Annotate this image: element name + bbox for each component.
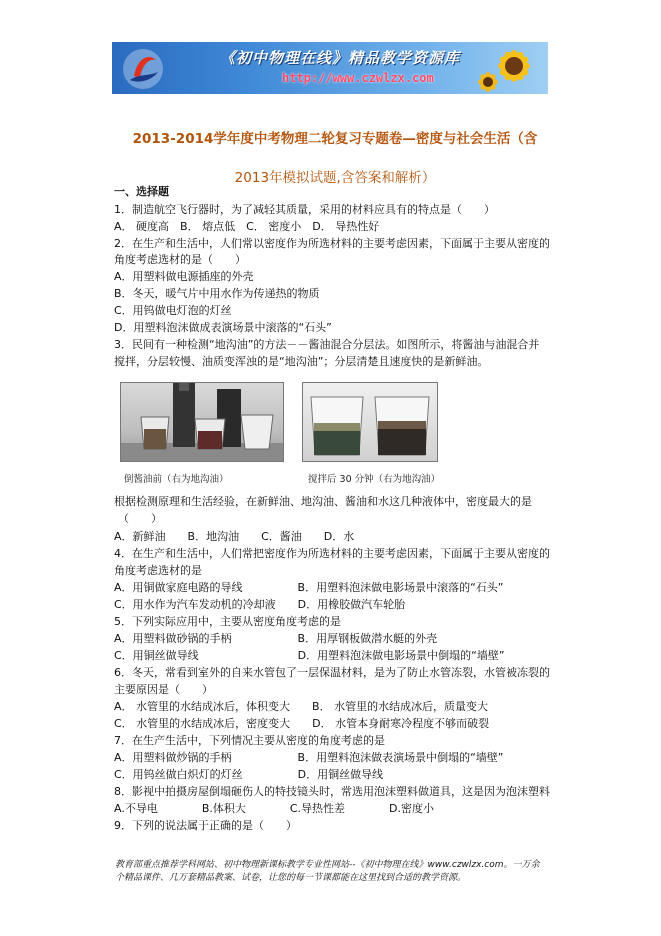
- document-title-line1: 2013-2014学年度中考物理二轮复习专题卷—密度与社会生活（含: [132, 131, 538, 147]
- footer-line1: 教育部重点推荐学科网站、初中物理新课标教学专业性网站--《初中物理在线》www.czwlzx.com。一万余: [115, 860, 540, 870]
- question-line-q5c: C．用铜丝做导线 D．用塑料泡沫做电影场景中倒塌的“墙壁”: [114, 649, 505, 662]
- photo-after-stirring: [302, 382, 438, 462]
- question-line-q7: 7．在生产生活中，下列情况主要从密度的角度考虑的是: [114, 734, 385, 747]
- question-line-q3d: （ ）: [118, 512, 162, 525]
- question-line-q4a: A．用铜做家庭电路的导线 B．用塑料泡沫做电影场景中滚落的“石头”: [114, 581, 504, 594]
- section-heading: 一、选择题: [114, 185, 169, 198]
- question-line-q8: 8．影视中拍摄房屋倒塌砸伤人的特技镜头时，常选用泡沫塑料做道具，这是因为泡沫塑料: [114, 785, 550, 798]
- question-line-q6a: A． 水管里的水结成冰后，体积变大 B． 水管里的水结成冰后，质量变大: [114, 700, 489, 713]
- question-line-q2a: A．用塑料做电源插座的外壳: [114, 270, 254, 283]
- glasses-layers-illustration: [303, 383, 437, 461]
- question-line-q5: 5．下列实际应用中，主要从密度角度考虑的是: [114, 615, 341, 628]
- question-line-q4: 4．在生产和生活中，人们常把密度作为所选材料的主要考虑因素，下面属于主要从密度的: [114, 547, 550, 560]
- bottles-glasses-illustration: [121, 383, 283, 461]
- logo-icon: [120, 46, 166, 92]
- question-line-q1o: A． 硬度高 B． 熔点低 C． 密度小 D． 导热性好: [114, 220, 380, 233]
- question-line-q2: 2．在生产和生活中，人们常以密度作为所选材料的主要考虑因素，下面属于主要从密度的: [114, 237, 550, 250]
- question-line-q2c: C．用钨做电灯泡的灯丝: [114, 304, 232, 317]
- question-line-q1: 1．制造航空飞行器时，为了减轻其质量，采用的材料应具有的特点是（ ）: [114, 203, 495, 216]
- caption-left: 倒酱油前（右为地沟油）: [124, 474, 229, 485]
- question-line-q7a: A．用塑料做炒锅的手柄 B．用塑料泡沫做表演场景中倒塌的“墙壁”: [114, 751, 504, 764]
- header-banner: [112, 42, 548, 94]
- question-line-q2b: 角度考虑选材的是（ ）: [114, 253, 246, 266]
- banner-url[interactable]: http://www.czwlzx.com: [282, 71, 434, 85]
- question-line-q2bb: B．冬天，暖气片中用水作为传递热的物质: [114, 287, 320, 300]
- footer-line2: 个精品课件、几万套精品教案、试卷，让您的每一节课都能在这里找到合适的教学资源。: [115, 873, 467, 883]
- question-line-q7c: C．用钨丝做白炽灯的灯丝 D．用铜丝做导线: [114, 768, 384, 781]
- question-line-q6c: C． 水管里的水结成冰后，密度变大 D． 水管本身耐寒冷程度不够而破裂: [114, 717, 490, 730]
- question-line-q6b: 主要原因是（ ）: [114, 683, 213, 696]
- question-line-q6: 6．冬天，常看到室外的自来水管包了一层保温材料，是为了防止水管冻裂，水管被冻裂的: [114, 666, 550, 679]
- question-line-q9: 9．下列的说法属于正确的是（ ）: [114, 819, 297, 832]
- question-line-q8o: A.不导电 B.体积大 C.导热性差 D.密度小: [114, 802, 435, 815]
- question-line-q5a: A．用塑料做砂锅的手柄 B．用厚钢板做潜水艇的外壳: [114, 632, 438, 645]
- caption-right: 搅拌后 30 分钟（右为地沟油）: [308, 474, 441, 485]
- document-title-line2: 2013年模拟试题,含答案和解析）: [234, 170, 436, 186]
- banner-title: 《初中物理在线》精品教学资源库: [220, 49, 461, 67]
- question-line-q4b: 角度考虑选材的是: [114, 564, 202, 577]
- sunflower-icon: [476, 42, 546, 94]
- question-line-q3b: 搅拌，分层较慢、油质变浑浊的是“地沟油”；分层清楚且速度快的是新鲜油。: [114, 355, 489, 368]
- question-line-q4c: C．用水作为汽车发动机的冷却液 D．用橡胶做汽车轮胎: [114, 598, 406, 611]
- question-line-q3o: A．新鲜油 B．地沟油 C．酱油 D．水: [114, 530, 355, 543]
- question-line-q2d: D．用塑料泡沫做成表演场景中滚落的“石头”: [114, 321, 332, 334]
- question-line-q3: 3．民间有一种检测“地沟油”的方法－－酱油混合分层法。如图所示，将酱油与油混合并: [114, 338, 540, 351]
- question-line-q3c: 根据检测原理和生活经验，在新鲜油、地沟油、酱油和水这几种液体中，密度最大的是: [114, 495, 532, 508]
- photo-before-stirring: [120, 382, 284, 462]
